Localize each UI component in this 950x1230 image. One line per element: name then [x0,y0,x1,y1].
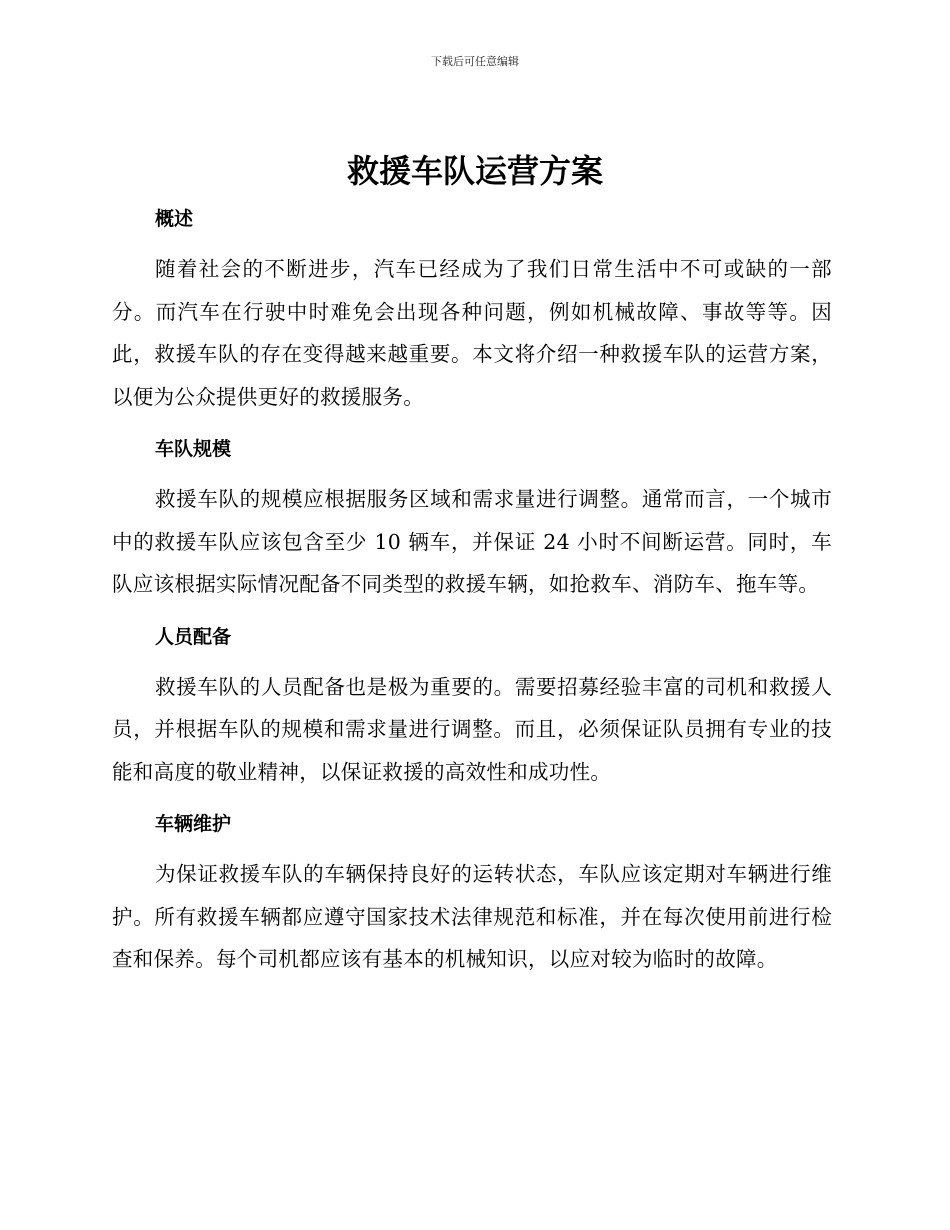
section-heading: 人员配备 [155,625,232,648]
section-heading: 概述 [155,208,194,230]
section-paragraph: 随着社会的不断进步，汽车已经成为了我们日常生活中不可或缺的一部分。而汽车在行驶中时难免会出现各种问题，例如机械故障、事故等等。因此，救援车队的存在变得越来越重要。本文将介绍一种救援车队的运营方案，以便为公众提供更好的救援服务。 [112,257,832,409]
section-paragraph: 为保证救援车队的车辆保持良好的运转状态，车队应该定期对车辆进行维护。所有救援车辆都应遵守国家技术法律规范和标准，并在每次使用前进行检查和保养。每个司机都应该有基本的机械知识，以应对较为临时的故障。 [112,862,832,971]
section-fleet-size [112,430,832,606]
document-title: 救援车队运营方案 [346,152,603,190]
section-heading: 车辆维护 [155,813,232,835]
section-overview [112,200,832,418]
section-vehicle-maintenance [112,805,832,981]
section-paragraph: 救援车队的人员配备也是极为重要的。需要招募经验丰富的司机和救援人员，并根据车队的规模和需求量进行调整。而且，必须保证队员拥有专业的技能和高度的敬业精神，以保证救援的高效性和成功性。 [112,674,832,784]
section-staffing [112,618,832,794]
section-heading: 车队规模 [155,438,232,460]
section-paragraph: 救援车队的规模应根据服务区域和需求量进行调整。通常而言，一个城市中的救援车队应该包含至少 10 辆车，并保证 24 小时不间断运营。同时，车队应该根据实际情况配备不同类型的救援车辆，如抢救车、消防车、拖车等。 [112,487,832,596]
page-header-note: 下载后可任意编辑 [431,55,519,68]
document-body [112,200,832,993]
